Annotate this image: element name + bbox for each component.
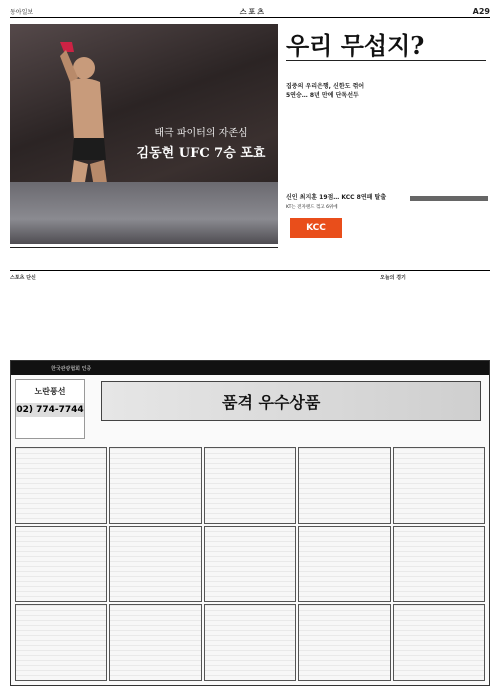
ad-cell bbox=[298, 526, 390, 603]
section-title: 스포츠 bbox=[239, 7, 267, 16]
ad-cell bbox=[15, 447, 107, 524]
ad-cell bbox=[204, 604, 296, 681]
ad-phone: 02) 774-7744 bbox=[16, 405, 84, 415]
feature-headline: 김동현 UFC 7승 포효 bbox=[136, 146, 266, 161]
photo-caption bbox=[10, 247, 278, 250]
brief-heading: 스포츠 단신 bbox=[10, 275, 36, 281]
ad-cell bbox=[298, 447, 390, 524]
today-heading: 오늘의 경기 bbox=[380, 275, 406, 281]
right-title: 우리 무섭지? bbox=[286, 31, 425, 60]
standings-box bbox=[410, 196, 488, 201]
ad-cell bbox=[393, 604, 485, 681]
publisher-name: 동아일보 bbox=[10, 9, 34, 16]
ad-brand: 노란풍선 bbox=[34, 387, 66, 396]
ad-logo-box bbox=[15, 379, 85, 439]
kcc-head: 신인 최지훈 19점… KCC 8연패 탈출 bbox=[286, 194, 387, 201]
feature-kicker: 태극 파이터의 자존심 bbox=[154, 128, 248, 139]
ad-cell bbox=[393, 447, 485, 524]
ad-grid bbox=[15, 447, 485, 681]
ad-cell bbox=[15, 526, 107, 603]
classified-ads bbox=[10, 360, 490, 686]
photo-overlay-text bbox=[136, 124, 266, 161]
feature-photo bbox=[10, 24, 278, 244]
ad-cell bbox=[204, 526, 296, 603]
ad-cell bbox=[15, 604, 107, 681]
page-header bbox=[10, 6, 490, 18]
ad-cell bbox=[393, 526, 485, 603]
right-subhead: 집중의 우리은행, 신한도 꺾어 5연승… 8년 만에 단독선두 bbox=[286, 83, 365, 99]
ad-banner bbox=[101, 381, 481, 421]
kcc-logo: KCC bbox=[290, 218, 342, 238]
kcc-sub: KT는 전자랜드 꺾고 6위에 bbox=[286, 205, 338, 210]
ad-cell bbox=[298, 604, 390, 681]
title-rule bbox=[286, 60, 486, 61]
ad-cell bbox=[109, 447, 201, 524]
ad-cell bbox=[204, 447, 296, 524]
ad-cell bbox=[109, 604, 201, 681]
lower-divider bbox=[10, 270, 490, 271]
page-number: A29 bbox=[472, 7, 490, 16]
ad-banner-text: 품격 우수상품 bbox=[222, 393, 321, 412]
ad-topline: 한국관광협회 인증 bbox=[11, 361, 489, 375]
ad-cell bbox=[109, 526, 201, 603]
